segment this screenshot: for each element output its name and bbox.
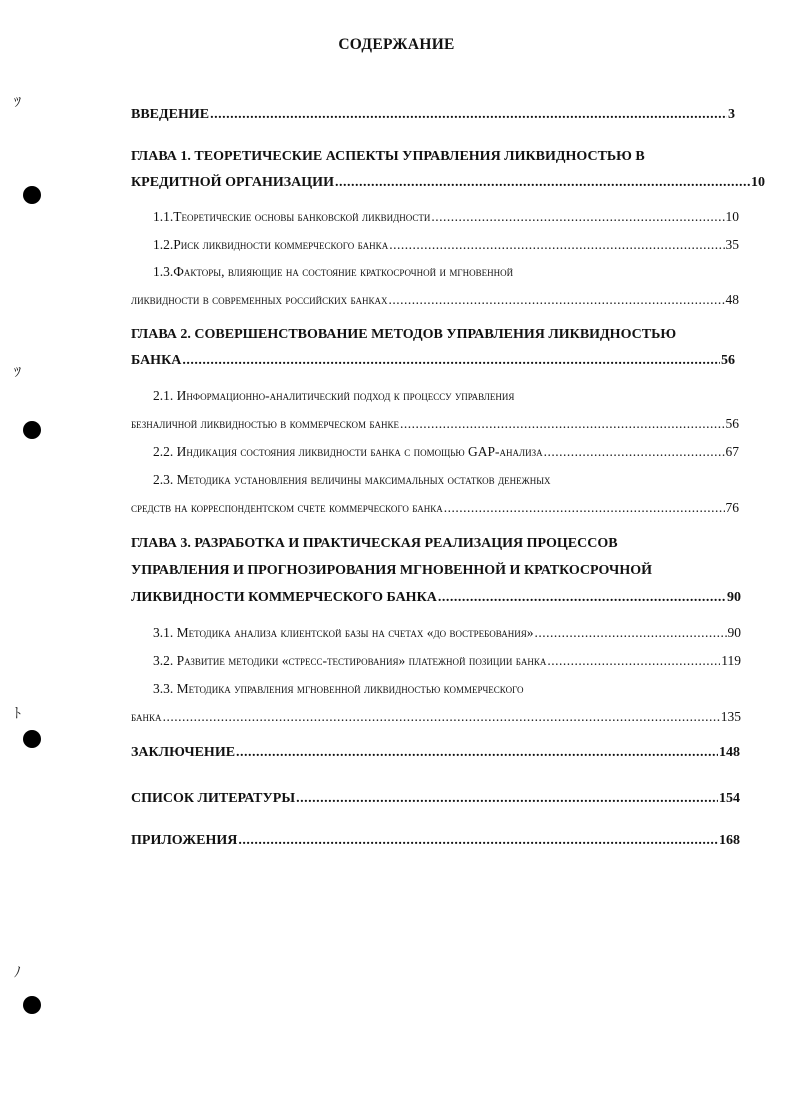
toc-entry-text: ГЛАВА 3. РАЗРАБОТКА И ПРАКТИЧЕСКАЯ РЕАЛИЗАЦИЯ ПРОЦЕССОВ <box>131 536 618 551</box>
toc-entry-text: 1.1.Теоретические основы банковской ликвидности <box>153 209 431 224</box>
toc-entry-text: ВВЕДЕНИЕ <box>131 107 210 122</box>
toc-section-1-2[interactable] <box>153 236 739 254</box>
toc-page-number: 56 <box>725 416 739 431</box>
toc-entry-text: СПИСОК ЛИТЕРАТУРЫ <box>131 791 296 806</box>
toc-section-3-1[interactable] <box>153 624 741 642</box>
toc-section-3-3-line-1[interactable] <box>153 680 524 698</box>
margin-mark: ﾂ <box>14 365 21 381</box>
leader-dots <box>547 652 720 670</box>
toc-page-number: 76 <box>725 500 739 515</box>
toc-entry-conclusion[interactable] <box>131 744 740 762</box>
leader-dots <box>544 443 725 461</box>
toc-section-2-2[interactable] <box>153 443 739 461</box>
toc-page-number: 90 <box>727 625 741 640</box>
toc-page-number: 3 <box>728 107 735 122</box>
toc-entry-text: ГЛАВА 2. СОВЕРШЕНСТВОВАНИЕ МЕТОДОВ УПРАВЛЕНИЯ ЛИКВИДНОСТЬЮ <box>131 327 677 342</box>
leader-dots <box>431 208 724 226</box>
toc-section-2-1-line-2[interactable] <box>131 415 739 433</box>
leader-dots <box>163 708 720 726</box>
toc-entry-text: безналичной ликвидностью в коммерческом банке <box>131 416 399 431</box>
toc-entry-text: банка <box>131 709 162 724</box>
toc-section-2-3-line-1[interactable] <box>153 471 551 489</box>
toc-chapter-3-line-1[interactable] <box>131 535 618 553</box>
leader-dots <box>236 744 718 762</box>
toc-entry-text: УПРАВЛЕНИЯ И ПРОГНОЗИРОВАНИЯ МГНОВЕННОЙ И КРАТКОСРОЧНОЙ <box>131 563 653 578</box>
toc-page-number: 10 <box>725 209 739 224</box>
toc-entry-text: ГЛАВА 1. ТЕОРЕТИЧЕСКИЕ АСПЕКТЫ УПРАВЛЕНИЯ ЛИКВИДНОСТЬЮ В <box>131 149 645 164</box>
toc-entry-text: ЛИКВИДНОСТИ КОММЕРЧЕСКОГО БАНКА <box>131 590 437 605</box>
margin-mark: ﾉ <box>14 965 21 981</box>
punch-hole <box>23 421 41 439</box>
toc-section-2-1-line-1[interactable] <box>153 387 514 405</box>
toc-entry-text: БАНКА <box>131 353 182 368</box>
toc-section-2-3-line-2[interactable] <box>131 499 739 517</box>
margin-mark: ﾄ <box>14 706 21 722</box>
punch-hole <box>23 730 41 748</box>
toc-entry-text: 2.2. Индикация состояния ликвидности банка с помощью GAP-анализа <box>153 444 543 459</box>
page-title: СОДЕРЖАНИЕ <box>338 36 455 53</box>
toc-chapter-3-line-2[interactable] <box>131 562 652 580</box>
toc-section-3-2[interactable] <box>153 652 741 670</box>
toc-page-number: 119 <box>721 653 741 668</box>
toc-entry-references[interactable] <box>131 790 740 808</box>
toc-entry-text: 2.1. Информационно-аналитический подход к процессу управления <box>153 388 515 403</box>
toc-entry-text: 2.3. Методика установления величины максимальных остатков денежных <box>153 472 551 487</box>
punch-hole <box>23 186 41 204</box>
toc-page-number: 148 <box>719 745 740 760</box>
toc-entry-text: КРЕДИТНОЙ ОРГАНИЗАЦИИ <box>131 175 334 190</box>
punch-hole <box>23 996 41 1014</box>
toc-entry-appendices[interactable] <box>131 832 740 850</box>
toc-entry-text: 1.3.Факторы, влияющие на состояние краткосрочной и мгновенной <box>153 264 514 279</box>
toc-entry-text: средств на корреспондентском счете коммерческого банка <box>131 500 443 515</box>
toc-page-number: 135 <box>720 709 741 724</box>
toc-section-1-3-line-2[interactable] <box>131 291 739 309</box>
toc-page-number: 90 <box>727 590 741 605</box>
leader-dots <box>444 499 725 517</box>
leader-dots <box>296 790 718 808</box>
leader-dots <box>389 236 724 254</box>
leader-dots <box>335 174 750 192</box>
toc-entry-text: 3.1. Методика анализа клиентской базы на счетах «до востребования» <box>153 625 534 640</box>
leader-dots <box>182 352 720 370</box>
toc-chapter-2-line-2[interactable] <box>131 352 735 370</box>
toc-entry-intro[interactable] <box>131 106 735 124</box>
toc-page-number: 10 <box>751 175 765 190</box>
toc-section-3-3-line-2[interactable] <box>131 708 741 726</box>
toc-page-number: 56 <box>721 353 735 368</box>
toc-entry-text: ликвидности в современных российских банках <box>131 292 388 307</box>
leader-dots <box>438 589 726 607</box>
toc-page-number: 48 <box>725 292 739 307</box>
leader-dots <box>238 832 718 850</box>
toc-section-1-3-line-1[interactable] <box>153 263 513 281</box>
toc-page-number: 168 <box>719 833 740 848</box>
toc-chapter-1-line-2[interactable] <box>131 174 765 192</box>
toc-chapter-2-line-1[interactable] <box>131 326 676 344</box>
toc-chapter-3-line-3[interactable] <box>131 589 741 607</box>
margin-mark: ﾂ <box>14 95 21 111</box>
toc-chapter-1-line-1[interactable] <box>131 148 645 166</box>
toc-page-number: 67 <box>725 444 739 459</box>
toc-entry-text: 3.3. Методика управления мгновенной ликвидностью коммерческого <box>153 681 524 696</box>
toc-section-1-1[interactable] <box>153 208 739 226</box>
leader-dots <box>210 106 727 124</box>
toc-page-number: 35 <box>725 237 739 252</box>
toc-entry-text: ПРИЛОЖЕНИЯ <box>131 833 238 848</box>
leader-dots <box>534 624 726 642</box>
leader-dots <box>389 291 725 309</box>
toc-entry-text: ЗАКЛЮЧЕНИЕ <box>131 745 236 760</box>
toc-page-number: 154 <box>719 791 740 806</box>
toc-entry-text: 1.2.Риск ликвидности коммерческого банка <box>153 237 389 252</box>
leader-dots <box>400 415 725 433</box>
toc-entry-text: 3.2. Развитие методики «стресс-тестирования» платежной позиции банка <box>153 653 547 668</box>
